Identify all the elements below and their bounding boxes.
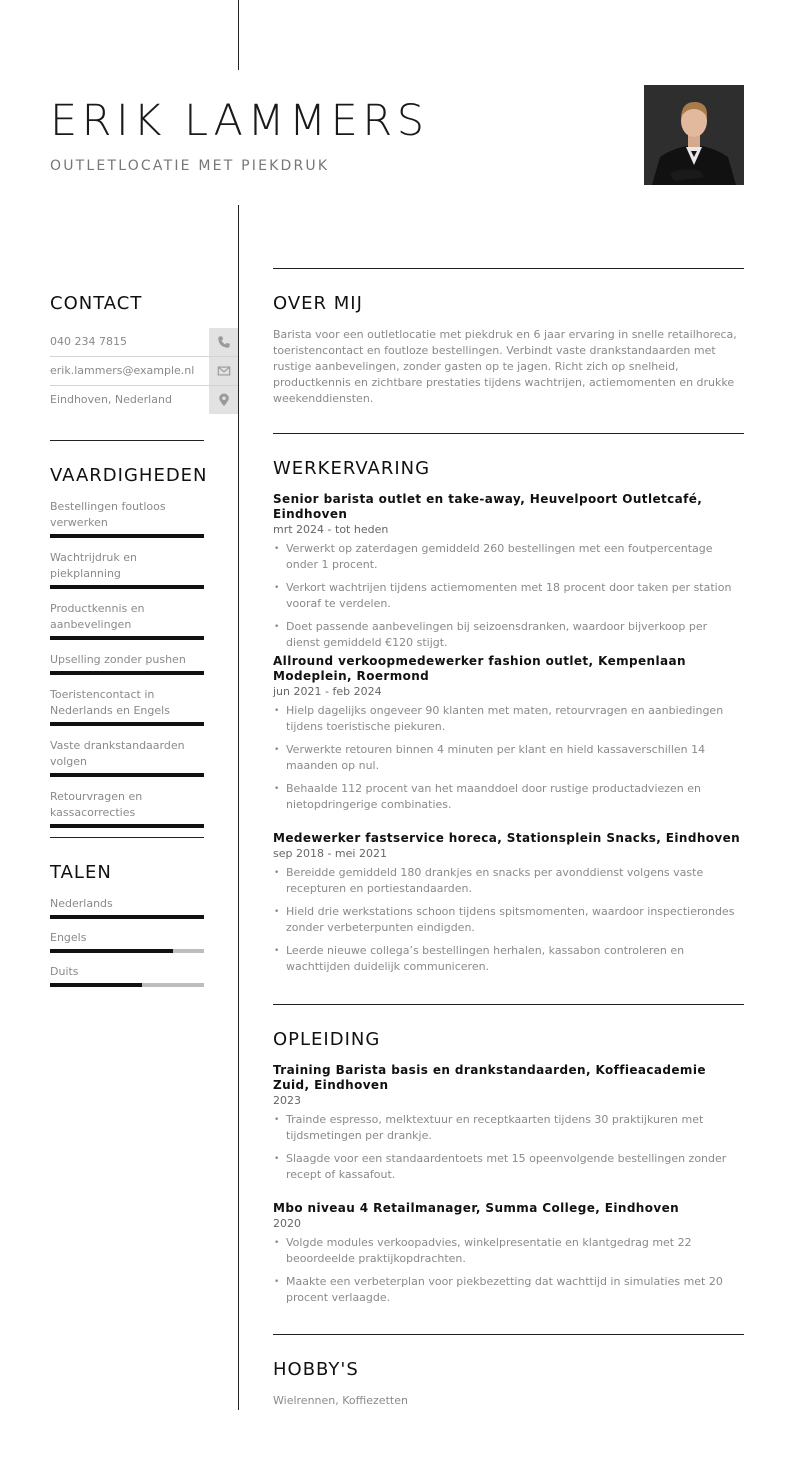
skill-level-fill	[50, 671, 204, 675]
language-item	[50, 964, 204, 987]
phone-number: 040 234 7815	[50, 335, 127, 348]
achievement-item: • Leerde nieuwe collega’s bestellingen herhalen, kassabon controleren en wachttijden duidelijk communiceren.	[273, 943, 744, 975]
contact-location	[50, 386, 238, 415]
achievement-item: • Doet passende aanbevelingen bij seizoensdranken, waardoor bijverkoop per dienst gemiddeld €120 stijgt.	[273, 619, 744, 651]
section-divider	[273, 433, 744, 434]
job-period: sep 2018 - mei 2021	[273, 847, 387, 860]
experience-entry	[273, 831, 744, 982]
skill-level-fill	[50, 534, 204, 538]
skill-label: Retourvragen en kassacorrecties	[50, 790, 143, 819]
language-level-fill	[50, 949, 173, 953]
header-divider-line	[238, 0, 239, 70]
education-year: 2020	[273, 1217, 301, 1230]
skill-level-fill	[50, 636, 204, 640]
job-period: jun 2021 - feb 2024	[273, 685, 382, 698]
skill-level-fill	[50, 585, 204, 589]
job-period: mrt 2024 - tot heden	[273, 523, 389, 536]
mail-icon	[209, 357, 238, 385]
language-level-bar	[50, 983, 204, 987]
phone-icon	[209, 328, 238, 356]
skill-item	[50, 550, 204, 589]
section-divider	[273, 268, 744, 269]
language-label: Nederlands	[50, 897, 113, 910]
candidate-name: ERIK LAMMERS	[50, 96, 429, 146]
experience-entry	[273, 492, 744, 658]
skill-level-bar	[50, 585, 204, 589]
job-achievements	[273, 865, 744, 975]
skill-level-bar	[50, 824, 204, 828]
education-heading: OPLEIDING	[273, 1029, 381, 1050]
skill-item	[50, 652, 204, 675]
education-details	[273, 1112, 744, 1183]
language-label: Engels	[50, 931, 87, 944]
achievement-item: • Verkort wachtrijen tijdens actiemomenten met 18 procent door taken per station vooraf te verdelen.	[273, 580, 744, 612]
skill-level-bar	[50, 534, 204, 538]
skill-item	[50, 738, 204, 777]
skill-label: Vaste drankstandaarden volgen	[50, 739, 185, 768]
contact-email	[50, 357, 238, 386]
education-entry	[273, 1063, 744, 1190]
skill-item	[50, 789, 204, 828]
contact-heading: CONTACT	[50, 293, 143, 314]
achievement-item: • Hield drie werkstations schoon tijdens spitsmomenten, waardoor inspectierondes zonder verbeterpunten eindigden.	[273, 904, 744, 936]
job-achievements	[273, 541, 744, 651]
education-year: 2023	[273, 1094, 301, 1107]
skill-level-bar	[50, 773, 204, 777]
profile-photo	[644, 85, 744, 185]
experience-heading: WERKERVARING	[273, 458, 431, 479]
sidebar-divider	[50, 837, 204, 838]
language-level-bar	[50, 915, 204, 919]
location-text: Eindhoven, Nederland	[50, 393, 172, 406]
job-title-employer: Allround verkoopmedewerker fashion outlet, Kempenlaan Modeplein, Roermond	[273, 654, 686, 683]
skill-level-fill	[50, 773, 204, 777]
job-title-employer: Senior barista outlet en take-away, Heuvelpoort Outletcafé, Eindhoven	[273, 492, 703, 521]
languages-list	[50, 896, 204, 998]
section-divider	[273, 1004, 744, 1005]
language-level-bar	[50, 949, 204, 953]
skill-level-bar	[50, 722, 204, 726]
skill-level-fill	[50, 824, 204, 828]
skills-list	[50, 499, 204, 840]
education-title-institute: Training Barista basis en drankstandaarden, Koffieacademie Zuid, Eindhoven	[273, 1063, 706, 1092]
education-title-institute: Mbo niveau 4 Retailmanager, Summa College, Eindhoven	[273, 1201, 680, 1215]
experience-entry	[273, 654, 744, 820]
education-entry	[273, 1201, 744, 1313]
education-detail-item: • Maakte een verbeterplan voor piekbezetting dat wachttijd in simulaties met 20 procent verlaagde.	[273, 1274, 744, 1306]
language-label: Duits	[50, 965, 79, 978]
sidebar-divider	[50, 440, 204, 441]
language-level-fill	[50, 983, 142, 987]
skill-level-bar	[50, 636, 204, 640]
hobbies-text: Wielrennen, Koffiezetten	[273, 1394, 408, 1407]
skill-level-bar	[50, 671, 204, 675]
skill-level-fill	[50, 722, 204, 726]
section-divider	[273, 1334, 744, 1335]
education-details	[273, 1235, 744, 1306]
job-title-employer: Medewerker fastservice horeca, Stationsplein Snacks, Eindhoven	[273, 831, 741, 845]
column-divider-line	[238, 205, 239, 1410]
language-item	[50, 930, 204, 953]
job-title: OUTLETLOCATIE MET PIEKDRUK	[50, 158, 330, 174]
contact-phone	[50, 328, 238, 357]
skill-label: Bestellingen foutloos verwerken	[50, 500, 166, 529]
education-detail-item: • Slaagde voor een standaardentoets met 15 opeenvolgende bestellingen zonder recept of kassafout.	[273, 1151, 744, 1183]
skill-item	[50, 499, 204, 538]
skill-label: Toeristencontact in Nederlands en Engels	[50, 688, 170, 717]
skill-label: Wachtrijdruk en piekplanning	[50, 551, 137, 580]
language-item	[50, 896, 204, 919]
skill-item	[50, 601, 204, 640]
skill-label: Productkennis en aanbevelingen	[50, 602, 145, 631]
about-heading: OVER MIJ	[273, 293, 363, 314]
achievement-item: • Verwerkte retouren binnen 4 minuten per klant en hield kassaverschillen 14 maanden op nul.	[273, 742, 744, 774]
achievement-item: • Verwerkt op zaterdagen gemiddeld 260 bestellingen met een foutpercentage onder 1 procent.	[273, 541, 744, 573]
location-pin-icon	[209, 386, 238, 414]
hobbies-heading: HOBBY'S	[273, 1359, 359, 1380]
education-detail-item: • Trainde espresso, melktextuur en receptkaarten tijdens 30 praktijkuren met tijdsmetingen per drankje.	[273, 1112, 744, 1144]
email-address: erik.lammers@example.nl	[50, 364, 195, 377]
job-achievements	[273, 703, 744, 813]
skill-label: Upselling zonder pushen	[50, 653, 186, 666]
contact-list	[50, 328, 238, 415]
achievement-item: • Hielp dagelijks ongeveer 90 klanten met maten, retourvragen en aanbiedingen tijdens toeristische piekuren.	[273, 703, 744, 735]
achievement-item: • Bereidde gemiddeld 180 drankjes en snacks per avonddienst volgens vaste recepturen en portiestandaarden.	[273, 865, 744, 897]
about-text: Barista voor een outletlocatie met piekdruk en 6 jaar ervaring in snelle retailhoreca, toeristencontact en foutloze bestellingen. Verbindt vaste drankstandaarden met rustige aanbevelingen, zonder gasten op te jagen. Richt zich op snelheid, productkennis en zichtbare prestaties tijdens wachtrijen, actiemomenten en drukke weekenddiensten.	[273, 328, 737, 405]
skills-heading: VAARDIGHEDEN	[50, 465, 208, 486]
achievement-item: • Behaalde 112 procent van het maanddoel door rustige productadviezen en nietopdringerige combinaties.	[273, 781, 744, 813]
education-detail-item: • Volgde modules verkoopadvies, winkelpresentatie en klantgedrag met 22 beoordeelde praktijkopdrachten.	[273, 1235, 744, 1267]
language-level-fill	[50, 915, 204, 919]
languages-heading: TALEN	[50, 862, 112, 883]
skill-item	[50, 687, 204, 726]
